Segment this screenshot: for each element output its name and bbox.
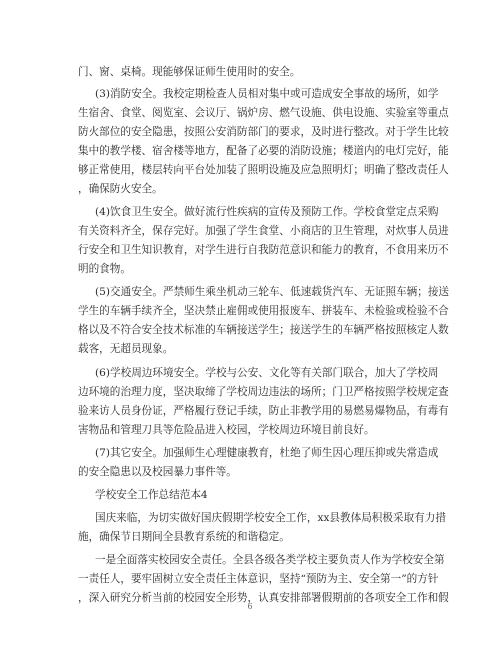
text-line: 害物品和管理刀具等危险品进入校园，学校周边环境目前良好。 (78, 424, 375, 436)
text-line: 边环境的治理力度，坚决取缔了学校周边违法的场所；门卫严格按照学校规定查 (78, 386, 449, 398)
text-line: 防火部位的安全隐患，按照公安消防部门的要求，及时进行整改。对于学生比较 (78, 126, 449, 138)
text-line: 施，确保节日期间全县教育系统的和谐稳定。 (78, 531, 290, 543)
text-line: 验来访人员身份证，严格履行登记手续，防止非教学用的易燃易爆物品，有毒有 (78, 405, 449, 417)
text-line: (3)消防安全。我校定期检查人员相对集中或可造成安全事故的场所，如学 (95, 88, 439, 100)
text-line: (7)其它安全。加强师生心理健康教育，杜绝了师生因心理压抑或失常造成 (95, 447, 439, 459)
text-line: 集中的教学楼、宿舍楼等地方，配备了必要的消防设施；楼道内的电灯完好，能 (78, 145, 449, 157)
text-line: 有关资料齐全，保存完好。加强了学生食堂、小商店的卫生管理，对炊事人员进 (78, 225, 449, 237)
text-line: ，确保防火安全。 (78, 183, 163, 195)
text-line: 门、窗、桌椅。现能够保证师生使用时的安全。 (78, 66, 301, 78)
text-line: (6)学校周边环境安全。学校与公安、文化等有关部门联合，加大了学校周 (95, 367, 439, 379)
text-line: 明的食物。 (78, 263, 131, 275)
text-line: (5)交通安全。严禁师生乘坐机动三轮车、低速载货汽车、无证照车辆；接送 (95, 286, 450, 298)
text-line: 的安全隐患以及校园暴力事件等。 (78, 466, 237, 478)
text-line: 格以及不符合安全技术标准的车辆接送学生；接送学生的车辆严格按照核定人数 (78, 324, 449, 336)
text-line: 行安全和卫生知识教育，对学生进行自我防范意识和能力的教育，不食用来历不 (78, 244, 449, 256)
text-line: 学生的车辆手续齐全，坚决禁止雇佣或使用报废车、拼装车、未检验或检验不合 (78, 305, 449, 317)
text-line: 一是全面落实校园安全责任。全县各级各类学校主要负责人作为学校安全第 (95, 554, 445, 566)
text-line: 国庆来临，为切实做好国庆假期学校安全工作，xx县教体局积极采取有力措 (95, 512, 446, 524)
text-line: (4)饮食卫生安全。做好流行性疾病的宣传及预防工作。学校食堂定点采购 (95, 206, 439, 218)
text-line: ，深入研究分析当前的校园安全形势，认真安排部署假期前的各项安全工作和假 (78, 592, 449, 604)
text-line: 够正常使用，楼层转向平台处加装了照明设施及应急照明灯；明确了整改责任人 (78, 164, 449, 176)
text-line: 一责任人，要牢固树立安全责任主体意识，坚持“预防为主、安全第一”的方针 (78, 573, 439, 585)
page-number: 6 (247, 602, 253, 611)
text-line: 生宿舍、食堂、阅览室、会议厅、锅炉房、燃气设施、供电设施、实验室等重点 (78, 107, 449, 119)
text-line: 载客，无超员现象。 (78, 343, 174, 355)
text-line: 学校安全工作总结范本4 (95, 489, 208, 501)
